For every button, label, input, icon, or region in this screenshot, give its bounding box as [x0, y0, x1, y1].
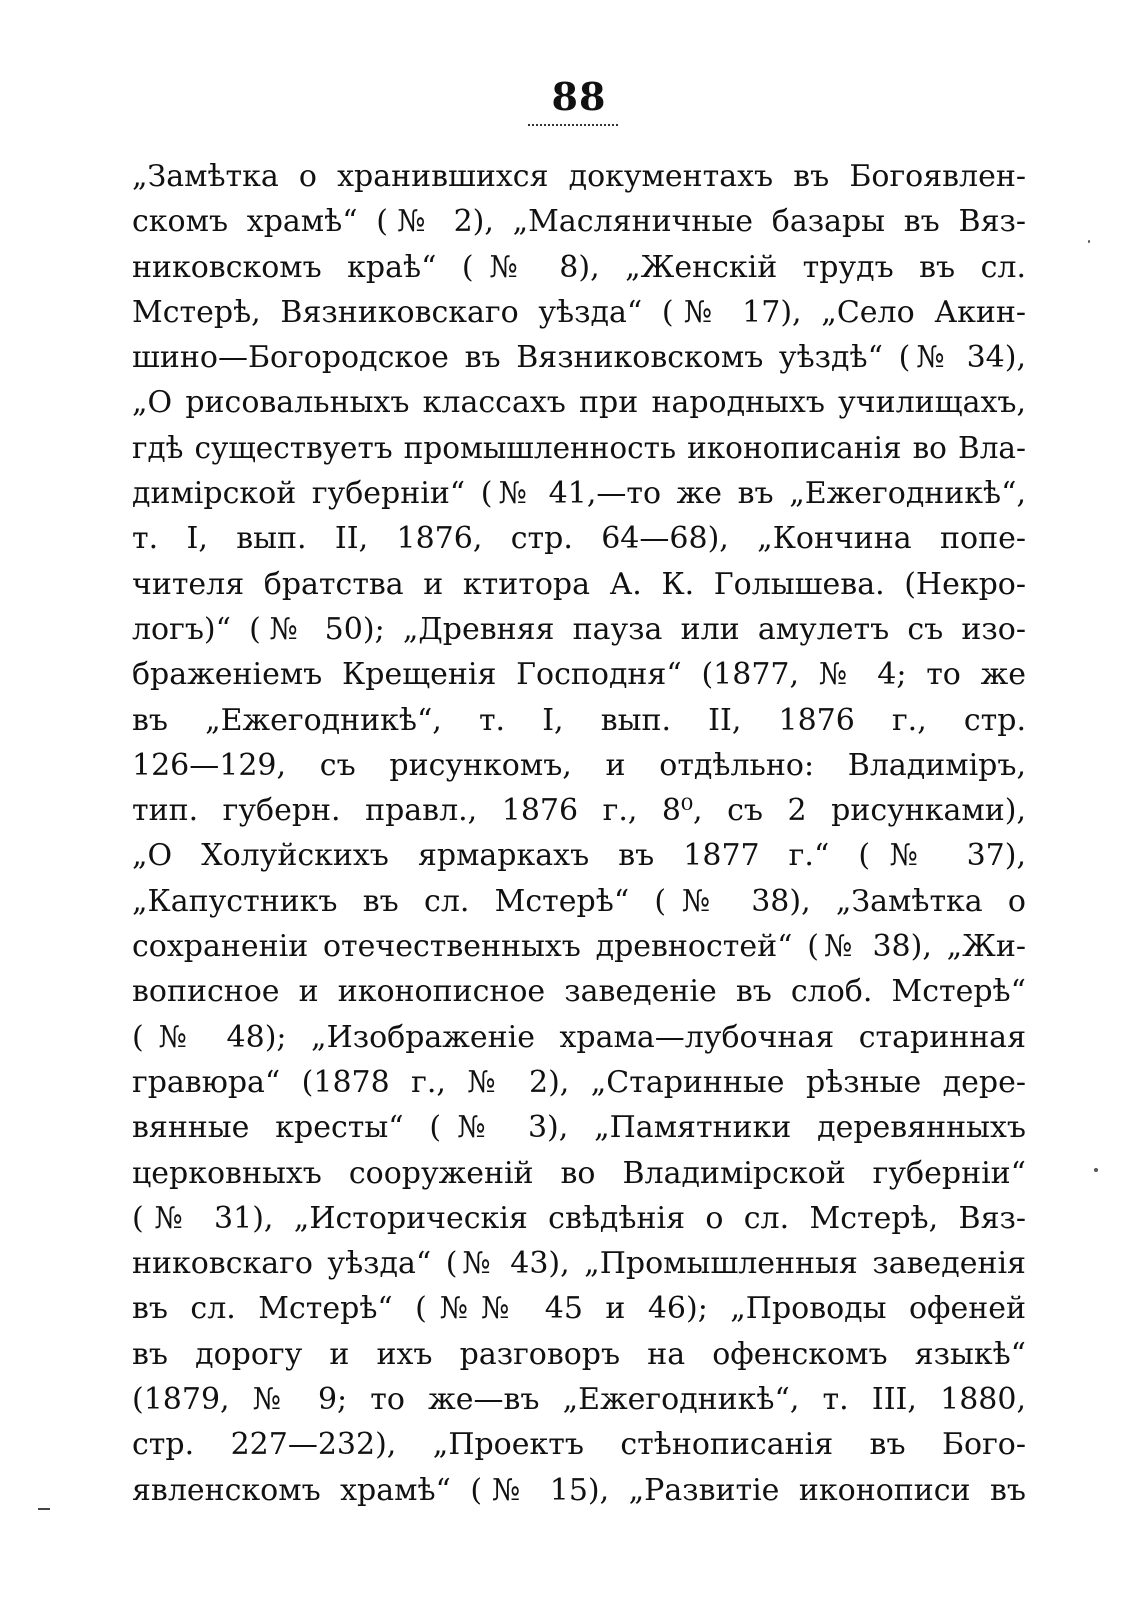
text-line: никовскомъ краѣ“ (№ 8), „Женскій трудъ въ сл.: [132, 249, 1026, 285]
text-line: чителя братства и ктитора А. К. Голышева. (Некро-: [132, 566, 1026, 602]
text-line: гравюра“ (1878 г., № 2), „Старинные рѣзные дере-: [132, 1064, 1026, 1100]
text-line: явленскомъ храмѣ“ (№ 15), „Развитіе иконописи въ: [132, 1472, 1026, 1508]
text-line: браженіемъ Крещенія Господня“ (1877, № 4; то же: [132, 657, 1026, 693]
text-line: въ сл. Мстерѣ“ (№№ 45 и 46); „Проводы офеней: [132, 1291, 1026, 1327]
text-line: никовскаго уѣзда“ (№ 43), „Промышленныя заведенія: [132, 1246, 1026, 1282]
text-line: вописное и иконописное заведеніе въ слоб. Мстерѣ“: [132, 974, 1026, 1010]
text-line: тип. губерн. правл., 1876 г., 8⁰, съ 2 рисунками),: [132, 793, 1026, 829]
text-line: стр. 227—232), „Проектъ стѣнописанія въ Бого-: [132, 1427, 1026, 1463]
page-number-dotted-rule: [528, 124, 618, 126]
text-line: вянные кресты“ (№ 3), „Памятники деревянныхъ: [132, 1110, 1026, 1146]
text-line: димірской губерніи“ (№ 41,—то же въ „Ежегодникѣ“,: [132, 476, 1026, 512]
text-line: гдѣ существуетъ промышленность иконописанія во Вла-: [132, 430, 1026, 465]
text-line: (1879, № 9; то же—въ „Ежегодникѣ“, т. III, 1880,: [132, 1382, 1026, 1418]
text-line: скомъ храмѣ“ (№ 2), „Масляничные базары въ Вяз-: [132, 204, 1026, 240]
text-line: т. I, вып. II, 1876, стр. 64—68), „Кончина попе-: [132, 521, 1026, 557]
margin-mark: [38, 1508, 50, 1510]
text-line: шино—Богородское въ Вязниковскомъ уѣздѣ“ (№ 34),: [132, 340, 1026, 376]
text-line: церковныхъ сооруженій во Владимірской губерніи“: [132, 1155, 1026, 1191]
text-line: (№ 48); „Изображеніе храма—лубочная старинная: [132, 1019, 1026, 1055]
text-line: сохраненіи отечественныхъ древностей“ (№ 38), „Жи-: [132, 929, 1026, 965]
text-line: „Капустникъ въ сл. Мстерѣ“ (№ 38), „Замѣтка о: [132, 883, 1026, 919]
text-line: въ дорогу и ихъ разговоръ на офенскомъ языкѣ“: [132, 1336, 1026, 1372]
print-speck: [1094, 1168, 1098, 1172]
print-speck: [1088, 240, 1090, 243]
text-line: Мстерѣ, Вязниковскаго уѣзда“ (№ 17), „Село Акин-: [132, 294, 1026, 330]
body-text: [132, 154, 1026, 1513]
text-line: (№ 31), „Историческія свѣдѣнія о сл. Мстерѣ, Вяз-: [132, 1200, 1026, 1236]
text-line: 126—129, съ рисункомъ, и отдѣльно: Владиміръ,: [132, 747, 1026, 783]
text-line: логъ)“ (№ 50); „Древняя пауза или амулетъ съ изо-: [132, 611, 1026, 647]
text-line: „Замѣтка о хранившихся документахъ въ Богоявлен-: [132, 159, 1026, 194]
text-line: „О Холуйскихъ ярмаркахъ въ 1877 г.“ (№ 37),: [132, 838, 1026, 874]
text-line: „О рисовальныхъ классахъ при народныхъ училищахъ,: [132, 385, 1026, 421]
page-number: 88: [551, 74, 607, 119]
text-line: въ „Ежегодникѣ“, т. I, вып. II, 1876 г., стр.: [132, 702, 1026, 738]
